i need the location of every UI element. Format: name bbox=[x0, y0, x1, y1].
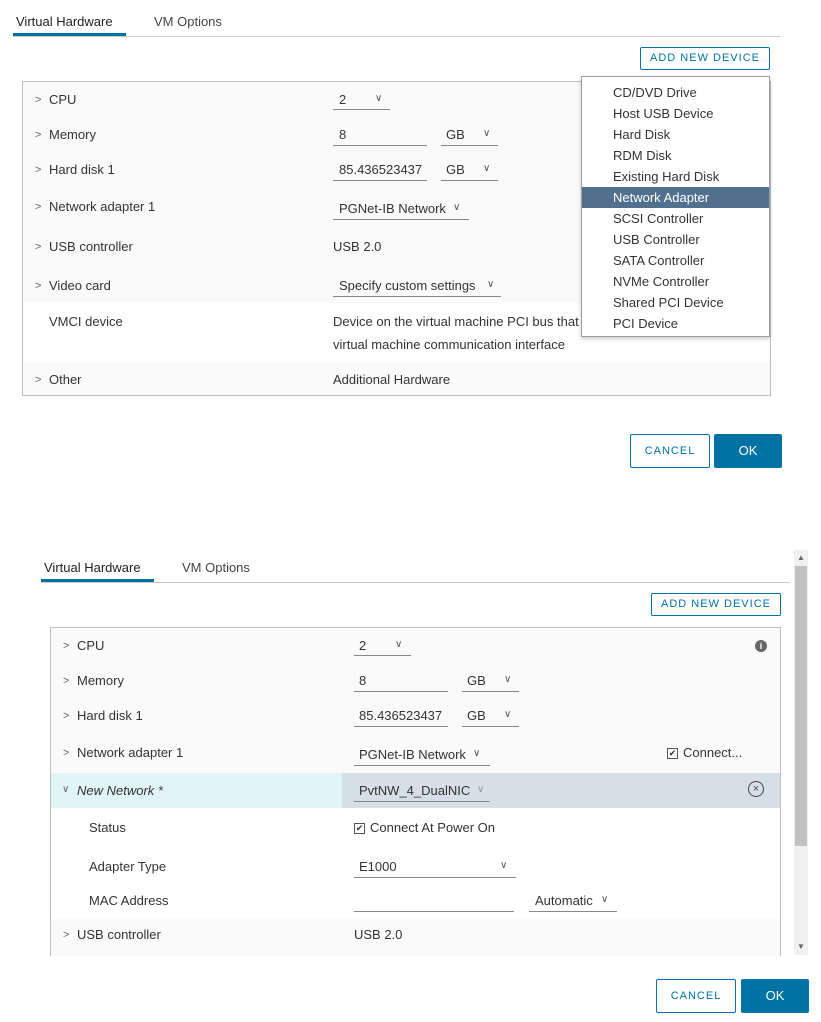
row-label: Network adapter 1 bbox=[77, 745, 184, 760]
row-label: MAC Address bbox=[89, 893, 169, 908]
menu-item-shared-pci-device[interactable]: Shared PCI Device bbox=[613, 295, 724, 310]
row-label: Hard disk 1 bbox=[49, 162, 115, 177]
field-underline bbox=[333, 180, 427, 181]
remove-icon[interactable]: × bbox=[748, 781, 764, 797]
field-underline bbox=[354, 877, 516, 878]
table-row-network-adapter bbox=[51, 733, 780, 774]
menu-item-scsi-controller[interactable]: SCSI Controller bbox=[613, 211, 704, 226]
expand-icon[interactable]: > bbox=[63, 747, 70, 759]
tab-divider bbox=[41, 582, 790, 583]
row-label: USB controller bbox=[77, 927, 161, 942]
field-underline bbox=[333, 109, 390, 110]
field-underline bbox=[441, 145, 498, 146]
other-value: Additional Hardware bbox=[333, 372, 451, 387]
field-underline bbox=[354, 726, 448, 727]
chevron-down-icon[interactable]: ∨ bbox=[375, 93, 383, 104]
network-select[interactable]: PGNet-IB Network bbox=[359, 747, 466, 762]
chevron-down-icon[interactable]: ∨ bbox=[453, 202, 461, 213]
new-network-select[interactable]: PvtNW_4_DualNIC bbox=[359, 783, 471, 798]
cpu-select[interactable]: 2 bbox=[359, 638, 367, 653]
field-underline bbox=[354, 691, 448, 692]
expand-icon[interactable]: > bbox=[35, 241, 42, 253]
tab-virtual-hardware[interactable]: Virtual Hardware bbox=[44, 560, 141, 575]
menu-item-host-usb-device[interactable]: Host USB Device bbox=[613, 106, 714, 121]
cpu-select[interactable]: 2 bbox=[339, 92, 347, 107]
scrollbar-thumb[interactable] bbox=[795, 566, 807, 846]
row-label: Adapter Type bbox=[89, 859, 167, 874]
table-row-other bbox=[23, 362, 770, 396]
info-icon[interactable]: i bbox=[755, 640, 767, 652]
chevron-down-icon[interactable]: ∨ bbox=[473, 748, 481, 759]
row-label: Memory bbox=[49, 127, 96, 142]
add-new-device-button[interactable]: ADD NEW DEVICE bbox=[651, 593, 781, 616]
table-row-mac-address bbox=[51, 884, 780, 920]
field-underline bbox=[354, 911, 514, 912]
table-row-status bbox=[51, 808, 780, 849]
video-card-select[interactable]: Specify custom settings bbox=[339, 278, 476, 293]
field-underline bbox=[354, 801, 490, 802]
table-row-new-network bbox=[51, 773, 780, 809]
chevron-down-icon[interactable]: ∨ bbox=[504, 709, 512, 720]
menu-item-existing-hard-disk[interactable]: Existing Hard Disk bbox=[613, 169, 720, 184]
memory-unit-select[interactable]: GB bbox=[446, 127, 465, 142]
row-label: New Network * bbox=[77, 783, 163, 798]
menu-item-nvme-controller[interactable]: NVMe Controller bbox=[613, 274, 710, 289]
field-underline bbox=[354, 655, 411, 656]
table-row-cpu bbox=[51, 628, 780, 664]
add-new-device-button[interactable]: ADD NEW DEVICE bbox=[640, 47, 770, 70]
field-underline bbox=[462, 691, 519, 692]
expand-icon[interactable]: > bbox=[35, 374, 42, 386]
tab-virtual-hardware[interactable]: Virtual Hardware bbox=[16, 14, 113, 29]
memory-input[interactable]: 8 bbox=[359, 673, 367, 688]
field-underline bbox=[354, 765, 490, 766]
table-row-hard-disk bbox=[51, 698, 780, 734]
usb-value: USB 2.0 bbox=[354, 927, 403, 942]
table-row-adapter-type bbox=[51, 848, 780, 885]
row-label: Network adapter 1 bbox=[49, 199, 156, 214]
expand-icon[interactable]: > bbox=[35, 201, 42, 213]
hard-disk-unit-select[interactable]: GB bbox=[467, 708, 486, 723]
hardware-table bbox=[50, 627, 781, 956]
scroll-up-icon[interactable]: ▲ bbox=[797, 553, 805, 562]
vmci-description: Device on the virtual machine PCI bus that bbox=[333, 314, 579, 329]
row-label: USB controller bbox=[49, 239, 133, 254]
menu-item-rdm-disk[interactable]: RDM Disk bbox=[613, 148, 672, 163]
table-row-memory bbox=[51, 663, 780, 699]
expand-icon[interactable]: > bbox=[35, 94, 42, 106]
row-label: Video card bbox=[49, 278, 111, 293]
chevron-down-icon[interactable]: ∨ bbox=[395, 639, 403, 650]
ok-button[interactable]: OK bbox=[714, 434, 782, 468]
expand-icon[interactable]: > bbox=[35, 129, 42, 141]
scrollbar[interactable] bbox=[794, 550, 808, 955]
menu-item-hard-disk[interactable]: Hard Disk bbox=[613, 127, 671, 142]
row-label: Other bbox=[49, 372, 82, 387]
expand-icon[interactable]: > bbox=[63, 710, 70, 722]
expand-icon[interactable]: > bbox=[35, 280, 42, 292]
expand-icon[interactable]: > bbox=[35, 164, 42, 176]
field-underline bbox=[333, 296, 501, 297]
ok-button[interactable]: OK bbox=[741, 979, 809, 1013]
hard-disk-unit-select[interactable]: GB bbox=[446, 162, 465, 177]
field-underline bbox=[462, 726, 519, 727]
memory-unit-select[interactable]: GB bbox=[467, 673, 486, 688]
memory-input[interactable]: 8 bbox=[339, 127, 347, 142]
field-underline bbox=[333, 145, 427, 146]
cancel-button[interactable]: CANCEL bbox=[656, 979, 736, 1013]
tab-divider bbox=[13, 36, 780, 37]
menu-item-cd-dvd-drive[interactable]: CD/DVD Drive bbox=[613, 85, 697, 100]
chevron-down-icon[interactable]: ∨ bbox=[487, 279, 495, 290]
connect-label: Connect... bbox=[683, 745, 743, 760]
connect-at-power-on-checkbox[interactable] bbox=[354, 820, 495, 835]
hard-disk-input[interactable]: 85.436523437 bbox=[359, 708, 443, 723]
chevron-down-icon[interactable]: ∨ bbox=[504, 674, 512, 685]
row-label: Memory bbox=[77, 673, 124, 688]
row-label: CPU bbox=[77, 638, 105, 653]
collapse-icon[interactable]: ∨ bbox=[62, 784, 70, 795]
chevron-down-icon[interactable]: ∨ bbox=[483, 128, 491, 139]
menu-item-sata-controller[interactable]: SATA Controller bbox=[613, 253, 705, 268]
usb-value: USB 2.0 bbox=[333, 239, 382, 254]
expand-icon[interactable]: > bbox=[63, 675, 70, 687]
expand-icon[interactable]: > bbox=[63, 929, 70, 941]
chevron-down-icon[interactable]: ∨ bbox=[500, 860, 508, 871]
row-label: Status bbox=[89, 820, 126, 835]
scroll-down-icon[interactable]: ▼ bbox=[797, 942, 805, 951]
table-row-usb-controller bbox=[51, 919, 780, 956]
menu-item-pci-device[interactable]: PCI Device bbox=[613, 316, 679, 331]
row-label: CPU bbox=[49, 92, 77, 107]
menu-item-usb-controller[interactable]: USB Controller bbox=[613, 232, 700, 247]
mac-mode-select[interactable]: Automatic bbox=[535, 893, 593, 908]
field-underline bbox=[333, 219, 469, 220]
hard-disk-input[interactable]: 85.436523437 bbox=[339, 162, 423, 177]
tab-vm-options[interactable]: VM Options bbox=[154, 14, 222, 29]
connect-checkbox[interactable] bbox=[667, 745, 742, 760]
row-label: VMCI device bbox=[49, 314, 123, 329]
cancel-button[interactable]: CANCEL bbox=[630, 434, 710, 468]
row-label: Hard disk 1 bbox=[77, 708, 143, 723]
expand-icon[interactable]: > bbox=[63, 640, 70, 652]
chevron-down-icon[interactable]: ∨ bbox=[477, 784, 485, 795]
chevron-down-icon[interactable]: ∨ bbox=[483, 163, 491, 174]
adapter-type-select[interactable]: E1000 bbox=[359, 859, 397, 874]
status-value: Connect At Power On bbox=[370, 820, 496, 835]
chevron-down-icon[interactable]: ∨ bbox=[601, 894, 609, 905]
tab-vm-options[interactable]: VM Options bbox=[182, 560, 250, 575]
vmci-description-line2: virtual machine communication interface bbox=[333, 337, 565, 352]
check-icon: ✔ bbox=[668, 748, 677, 758]
check-icon: ✔ bbox=[355, 823, 364, 833]
field-underline bbox=[441, 180, 498, 181]
menu-item-network-adapter[interactable]: Network Adapter bbox=[582, 187, 769, 208]
network-select[interactable]: PGNet-IB Network bbox=[339, 201, 446, 216]
field-underline bbox=[529, 911, 617, 912]
add-device-menu bbox=[581, 76, 770, 337]
